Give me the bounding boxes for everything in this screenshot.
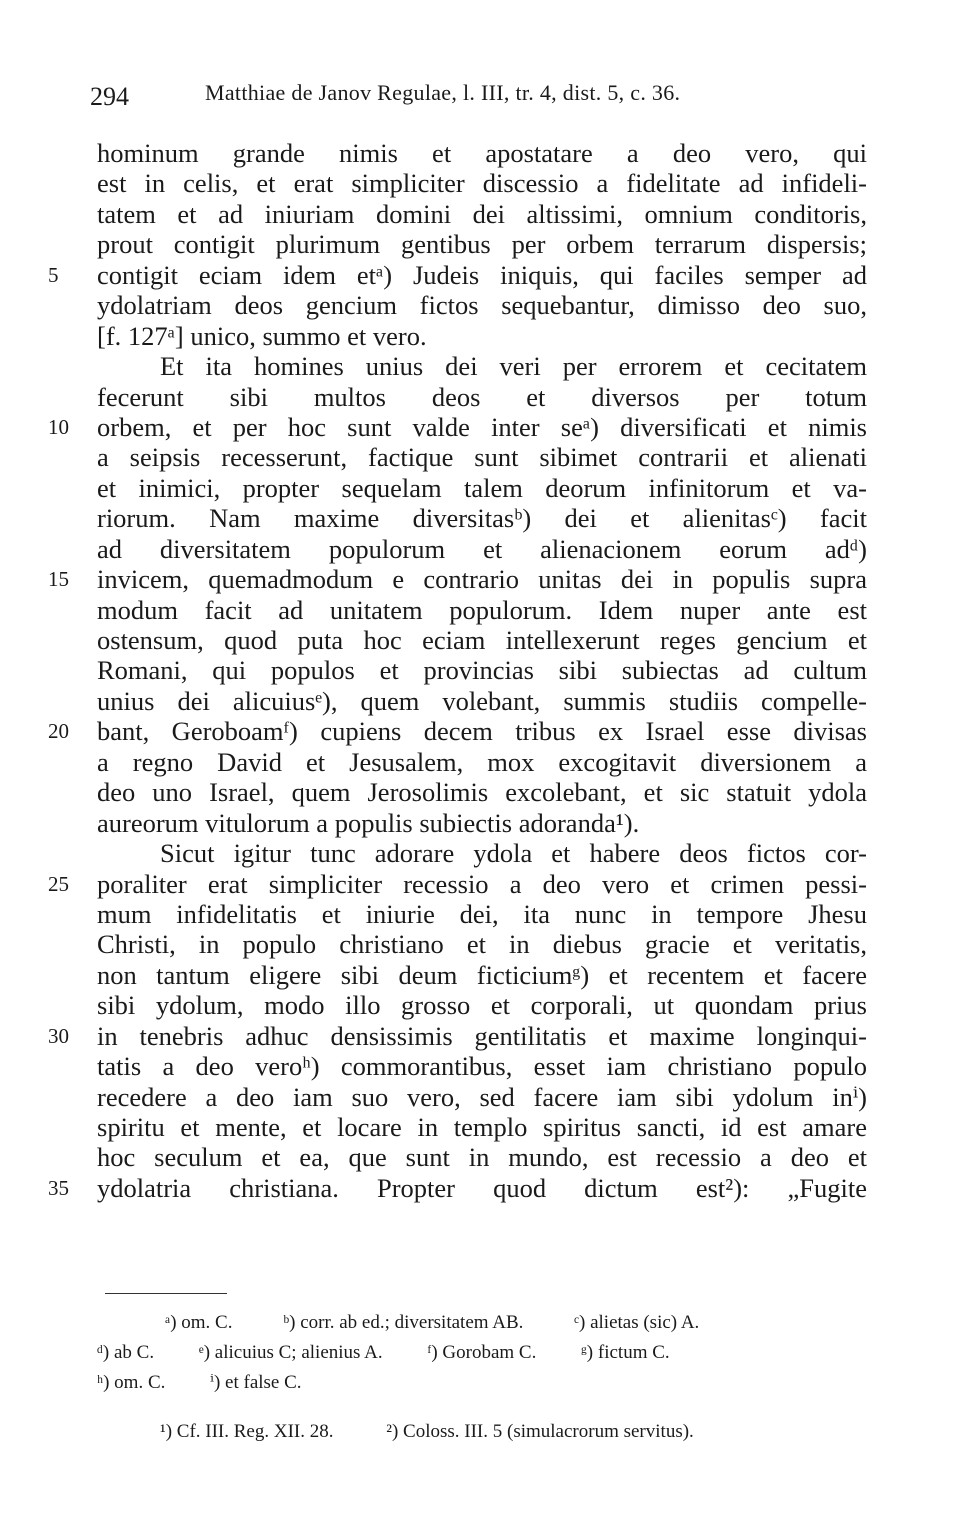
line-text: unius dei alicuiusᵉ), quem volebant, summis studiis compelle- <box>97 685 867 716</box>
running-head: Matthiae de Janov Regulae, l. III, tr. 4, dist. 5, c. 36. <box>205 80 681 105</box>
text-line <box>0 1142 960 1172</box>
text-line <box>0 412 960 442</box>
text-line <box>0 138 960 168</box>
text-line <box>0 473 960 503</box>
text-line <box>0 960 960 990</box>
text-line <box>0 869 960 899</box>
text-line <box>0 1021 960 1051</box>
line-number: 30 <box>48 1023 69 1048</box>
text-line <box>0 1173 960 1203</box>
text-line <box>0 929 960 959</box>
line-text: non tantum eligere sibi deum ficticiumᵍ) et recentem et facere <box>97 959 867 990</box>
line-text: mum infidelitatis et iniurie dei, ita nunc in tempore Jhesu <box>97 898 867 929</box>
text-line <box>0 564 960 594</box>
line-text: deo uno Israel, quem Jerosolimis excolebant, et sic statuit ydola <box>97 777 867 808</box>
text-line <box>0 838 960 868</box>
line-text: orbem, et per hoc sunt valde inter seᵃ) diversificati et nimis <box>97 411 867 442</box>
footnote-line <box>97 1342 867 1364</box>
line-number: 35 <box>48 1175 69 1200</box>
line-text: modum facit ad unitatem populorum. Idem nuper ante est <box>97 594 867 625</box>
line-text: ad diversitatem populorum et alienacionem eorum adᵈ) <box>97 533 867 564</box>
line-number: 25 <box>48 871 69 896</box>
text-line <box>0 808 960 838</box>
line-text: sibi ydolum, modo illo grosso et corporali, ut quondam prius <box>97 990 867 1021</box>
line-text: a seipsis recesserunt, factique sunt sibimet contrarii et alienati <box>97 442 867 473</box>
line-text: Christi, in populo christiano et in diebus gracie et veritatis, <box>97 929 867 960</box>
text-line <box>0 716 960 746</box>
text-line <box>0 625 960 655</box>
line-text: ydolatria christiana. Propter quod dictum est²): „Fugite <box>97 1172 867 1203</box>
line-text: fecerunt sibi multos deos et diversos per totum <box>97 381 867 412</box>
line-text: Romani, qui populos et provincias sibi subiectas ad cultum <box>97 655 867 686</box>
line-text: contigit eciam idem etᵃ) Judeis iniquis, qui faciles semper ad <box>97 259 867 290</box>
footnote-d: ᵈ) ab C. <box>97 1342 155 1363</box>
text-line <box>0 1082 960 1112</box>
text-line <box>0 595 960 625</box>
line-text: ostensum, quod puta hoc eciam intellexerunt reges gencium et <box>97 625 867 655</box>
line-text: recedere a deo iam suo vero, sed facere iam sibi ydolum inⁱ) <box>97 1081 867 1112</box>
line-text: hominum grande nimis et apostatare a deo vero, qui <box>97 138 867 168</box>
line-text: et inimici, propter sequelam talem deorum infinitorum et va- <box>97 472 867 503</box>
text-line <box>0 260 960 290</box>
line-text: poraliter erat simpliciter recessio a deo vero et crimen pessi- <box>97 868 867 899</box>
text-line <box>0 777 960 807</box>
line-text: invicem, quemadmodum e contrario unitas dei in populis supra <box>97 564 867 595</box>
footnote-g: ᵍ) fictum C. <box>581 1342 670 1363</box>
line-text: a regno David et Jesusalem, mox excogitavit diversionem a <box>97 746 867 777</box>
text-line <box>0 686 960 716</box>
text-line <box>0 168 960 198</box>
line-text: tatem et ad iniuriam domini dei altissimi, omnium conditoris, <box>97 198 867 229</box>
text-line <box>0 290 960 320</box>
body-text <box>0 138 960 1203</box>
text-line <box>0 534 960 564</box>
text-line <box>0 351 960 381</box>
text-line <box>0 503 960 533</box>
footnote-a: ᵃ) om. C. <box>165 1312 233 1333</box>
line-text: hoc seculum et ea, que sunt in mundo, est recessio a deo et <box>97 1142 867 1173</box>
text-line <box>0 1051 960 1081</box>
text-line <box>0 899 960 929</box>
page-header <box>90 80 880 120</box>
footnote-f: ᶠ) Gorobam C. <box>427 1342 537 1363</box>
line-number: 5 <box>48 262 59 287</box>
text-line <box>0 442 960 472</box>
text-line <box>0 747 960 777</box>
footnote-c: ᶜ) alietas (sic) A. <box>574 1312 700 1333</box>
line-text: tatis a deo veroʰ) commorantibus, esset iam christiano populo <box>97 1051 867 1082</box>
page-number: 294 <box>90 82 129 111</box>
text-line <box>0 199 960 229</box>
text-line <box>0 382 960 412</box>
text-line <box>0 990 960 1020</box>
footnote-line <box>97 1371 867 1394</box>
footnote-i: ⁱ) et false C. <box>210 1372 302 1393</box>
line-text: in tenebris adhuc densissimis gentilitatis et maxime longinqui- <box>97 1020 867 1051</box>
footnote-line <box>97 1312 867 1334</box>
line-text: riorum. Nam maxime diversitasᵇ) dei et alienitasᶜ) facit <box>97 503 867 534</box>
line-text: ydolatriam deos gencium fictos sequebantur, dimisso deo suo, <box>97 290 867 321</box>
line-number: 20 <box>48 719 69 744</box>
footnote-e: ᵉ) alicuius C; alienius A. <box>198 1342 383 1363</box>
line-number: 15 <box>48 567 69 592</box>
source-notes <box>160 1421 850 1443</box>
line-text: est in celis, et erat simpliciter discessio a fidelitate ad infideli- <box>97 168 867 199</box>
text-line <box>0 655 960 685</box>
line-text: Et ita homines unius dei veri per errorem et cecitatem <box>160 351 867 382</box>
footnote-rule <box>105 1293 227 1294</box>
line-number: 10 <box>48 414 69 439</box>
line-text: Sicut igitur tunc adorare ydola et habere deos fictos cor- <box>160 838 867 869</box>
source-note-1: ¹) Cf. III. Reg. XII. 28. <box>160 1421 334 1442</box>
footnote-h: ʰ) om. C. <box>97 1372 166 1393</box>
footnote-b: ᵇ) corr. ab ed.; diversitatem AB. <box>283 1312 524 1333</box>
line-text: aureorum vitulorum a populis subiectis adoranda¹). <box>97 807 640 838</box>
text-line <box>0 1112 960 1142</box>
line-text: bant, Geroboamᶠ) cupiens decem tribus ex Israel esse divisas <box>97 716 867 747</box>
line-text: spiritu et mente, et locare in templo spiritus sancti, id est amare <box>97 1112 867 1142</box>
line-text: prout contigit plurimum gentibus per orbem terrarum dispersis; <box>97 229 867 260</box>
text-line <box>0 229 960 259</box>
text-line <box>0 321 960 351</box>
source-note-2: ²) Coloss. III. 5 (simulacrorum servitus). <box>386 1421 694 1442</box>
line-text: [f. 127ᵃ] unico, summo et vero. <box>97 320 427 351</box>
